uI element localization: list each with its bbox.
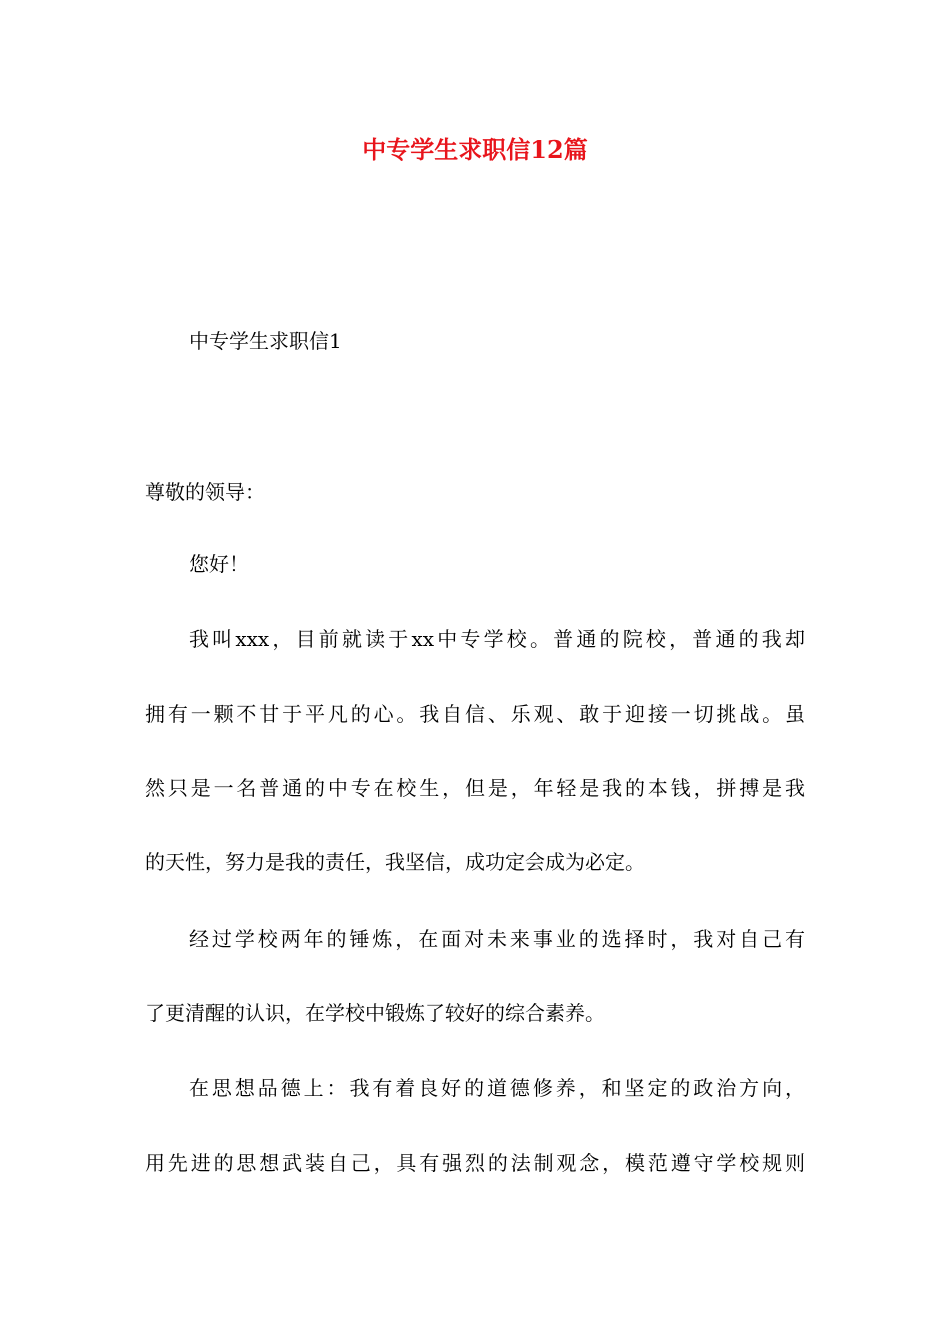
paragraph-1-line-4: 的天性，努力是我的责任，我坚信，成功定会成为必定。 bbox=[145, 850, 645, 874]
paragraph-1-line-3: 然只是一名普通的中专在校生，但是，年轻是我的本钱，拼搏是我 bbox=[145, 776, 805, 800]
document-title: 中专学生求职信12篇 bbox=[362, 135, 588, 164]
paragraph-1-line-1: 我叫xxx，目前就读于xx中专学校。普通的院校，普通的我却 bbox=[189, 627, 805, 651]
salutation: 尊敬的领导： bbox=[145, 480, 265, 504]
section-heading: 中专学生求职信1 bbox=[189, 329, 342, 353]
paragraph-3-line-1: 在思想品德上：我有着良好的道德修养，和坚定的政治方向， bbox=[189, 1076, 805, 1100]
paragraph-2-line-1: 经过学校两年的锤炼，在面对未来事业的选择时，我对自己有 bbox=[189, 927, 805, 951]
paragraph-3-line-2: 用先进的思想武装自己，具有强烈的法制观念，模范遵守学校规则 bbox=[145, 1151, 805, 1175]
paragraph-1-line-2: 拥有一颗不甘于平凡的心。我自信、乐观、敢于迎接一切挑战。虽 bbox=[145, 702, 805, 726]
greeting: 您好！ bbox=[189, 552, 249, 576]
paragraph-2-line-2: 了更清醒的认识，在学校中锻炼了较好的综合素养。 bbox=[145, 1001, 605, 1025]
